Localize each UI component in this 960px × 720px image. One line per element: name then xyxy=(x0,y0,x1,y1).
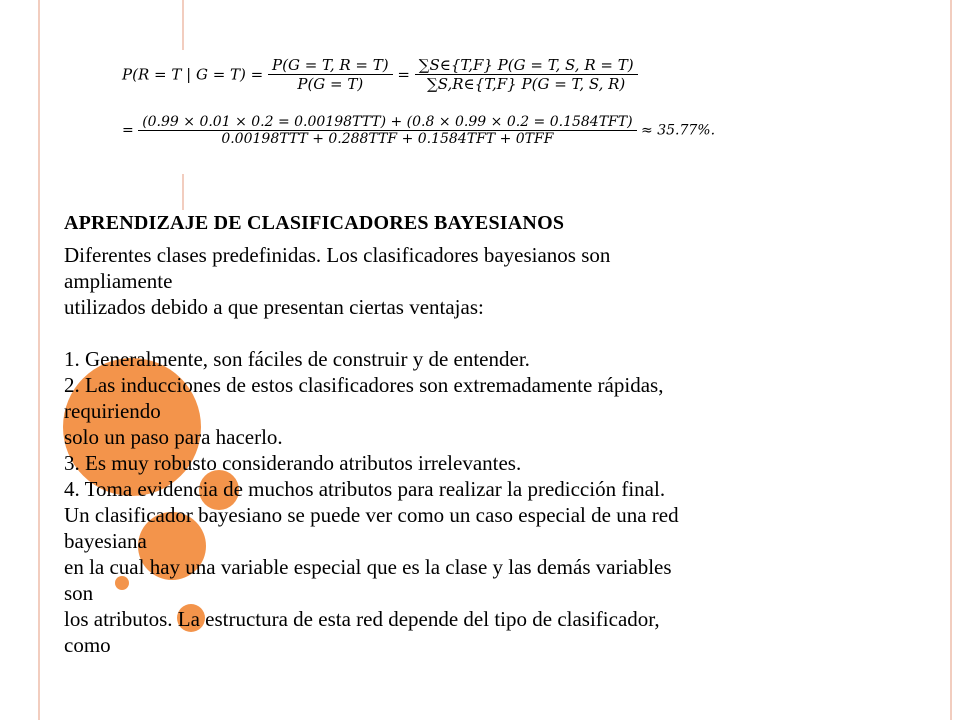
body-line: solo un paso para hacerlo. xyxy=(64,425,283,449)
formula-result: ≈ 35.77%. xyxy=(641,122,716,139)
body-line: utilizados debido a que presentan ciertas ventajas: xyxy=(64,295,484,319)
body-line: son xyxy=(64,581,94,605)
formula-fraction-2-num: ∑S∈{T,F} P(G = T, S, R = T) xyxy=(418,56,634,74)
body-line: 2. Las inducciones de estos clasificadores son extremadamente rápidas, xyxy=(64,373,664,397)
body-line: bayesiana xyxy=(64,529,147,553)
right-border-line xyxy=(950,0,952,720)
formula-fraction-3-num: (0.99 × 0.01 × 0.2 = 0.00198TTT) + (0.8 × 0.99 × 0.2 = 0.1584TFT) xyxy=(142,114,633,130)
formula-fraction-1-num: P(G = T, R = T) xyxy=(272,56,389,74)
body-line: requiriendo xyxy=(64,399,161,423)
formula-equals-2: = xyxy=(122,122,134,139)
body-blank-line xyxy=(64,320,904,346)
formula-lhs: P(R = T | G = T) = xyxy=(122,65,264,84)
body-line: ampliamente xyxy=(64,269,173,293)
body-line: como xyxy=(64,633,111,657)
body-line: 1. Generalmente, son fáciles de construir y de entender. xyxy=(64,347,530,371)
section-heading: APRENDIZAJE DE CLASIFICADORES BAYESIANOS xyxy=(64,212,565,234)
body-line: 4. Toma evidencia de muchos atributos para realizar la predicción final. xyxy=(64,477,666,501)
bayes-formula-image xyxy=(116,50,816,174)
formula-fraction-3-den: 0.00198TTT + 0.288TTF + 0.1584TFT + 0TFF xyxy=(138,130,636,147)
body-line: Diferentes clases predefinidas. Los clasificadores bayesianos son xyxy=(64,243,611,267)
formula-fraction-1-den: P(G = T) xyxy=(268,74,393,93)
formula-fraction-2-den: ∑S,R∈{T,F} P(G = T, S, R) xyxy=(415,74,638,93)
formula-row-1 xyxy=(122,56,638,93)
body-line: 3. Es muy robusto considerando atributos irrelevantes. xyxy=(64,451,522,475)
left-border-line xyxy=(38,0,40,720)
formula-fraction-3 xyxy=(138,114,636,147)
body-line: en la cual hay una variable especial que es la clase y las demás variables xyxy=(64,555,672,579)
formula-fraction-2 xyxy=(415,56,638,93)
body-text xyxy=(64,242,904,658)
formula-equals-1: = xyxy=(397,65,410,84)
body-line: los atributos. La estructura de esta red depende del tipo de clasificador, xyxy=(64,607,660,631)
formula-row-2 xyxy=(122,114,715,147)
body-line: Un clasificador bayesiano se puede ver como un caso especial de una red xyxy=(64,503,679,527)
formula-fraction-1 xyxy=(268,56,393,93)
